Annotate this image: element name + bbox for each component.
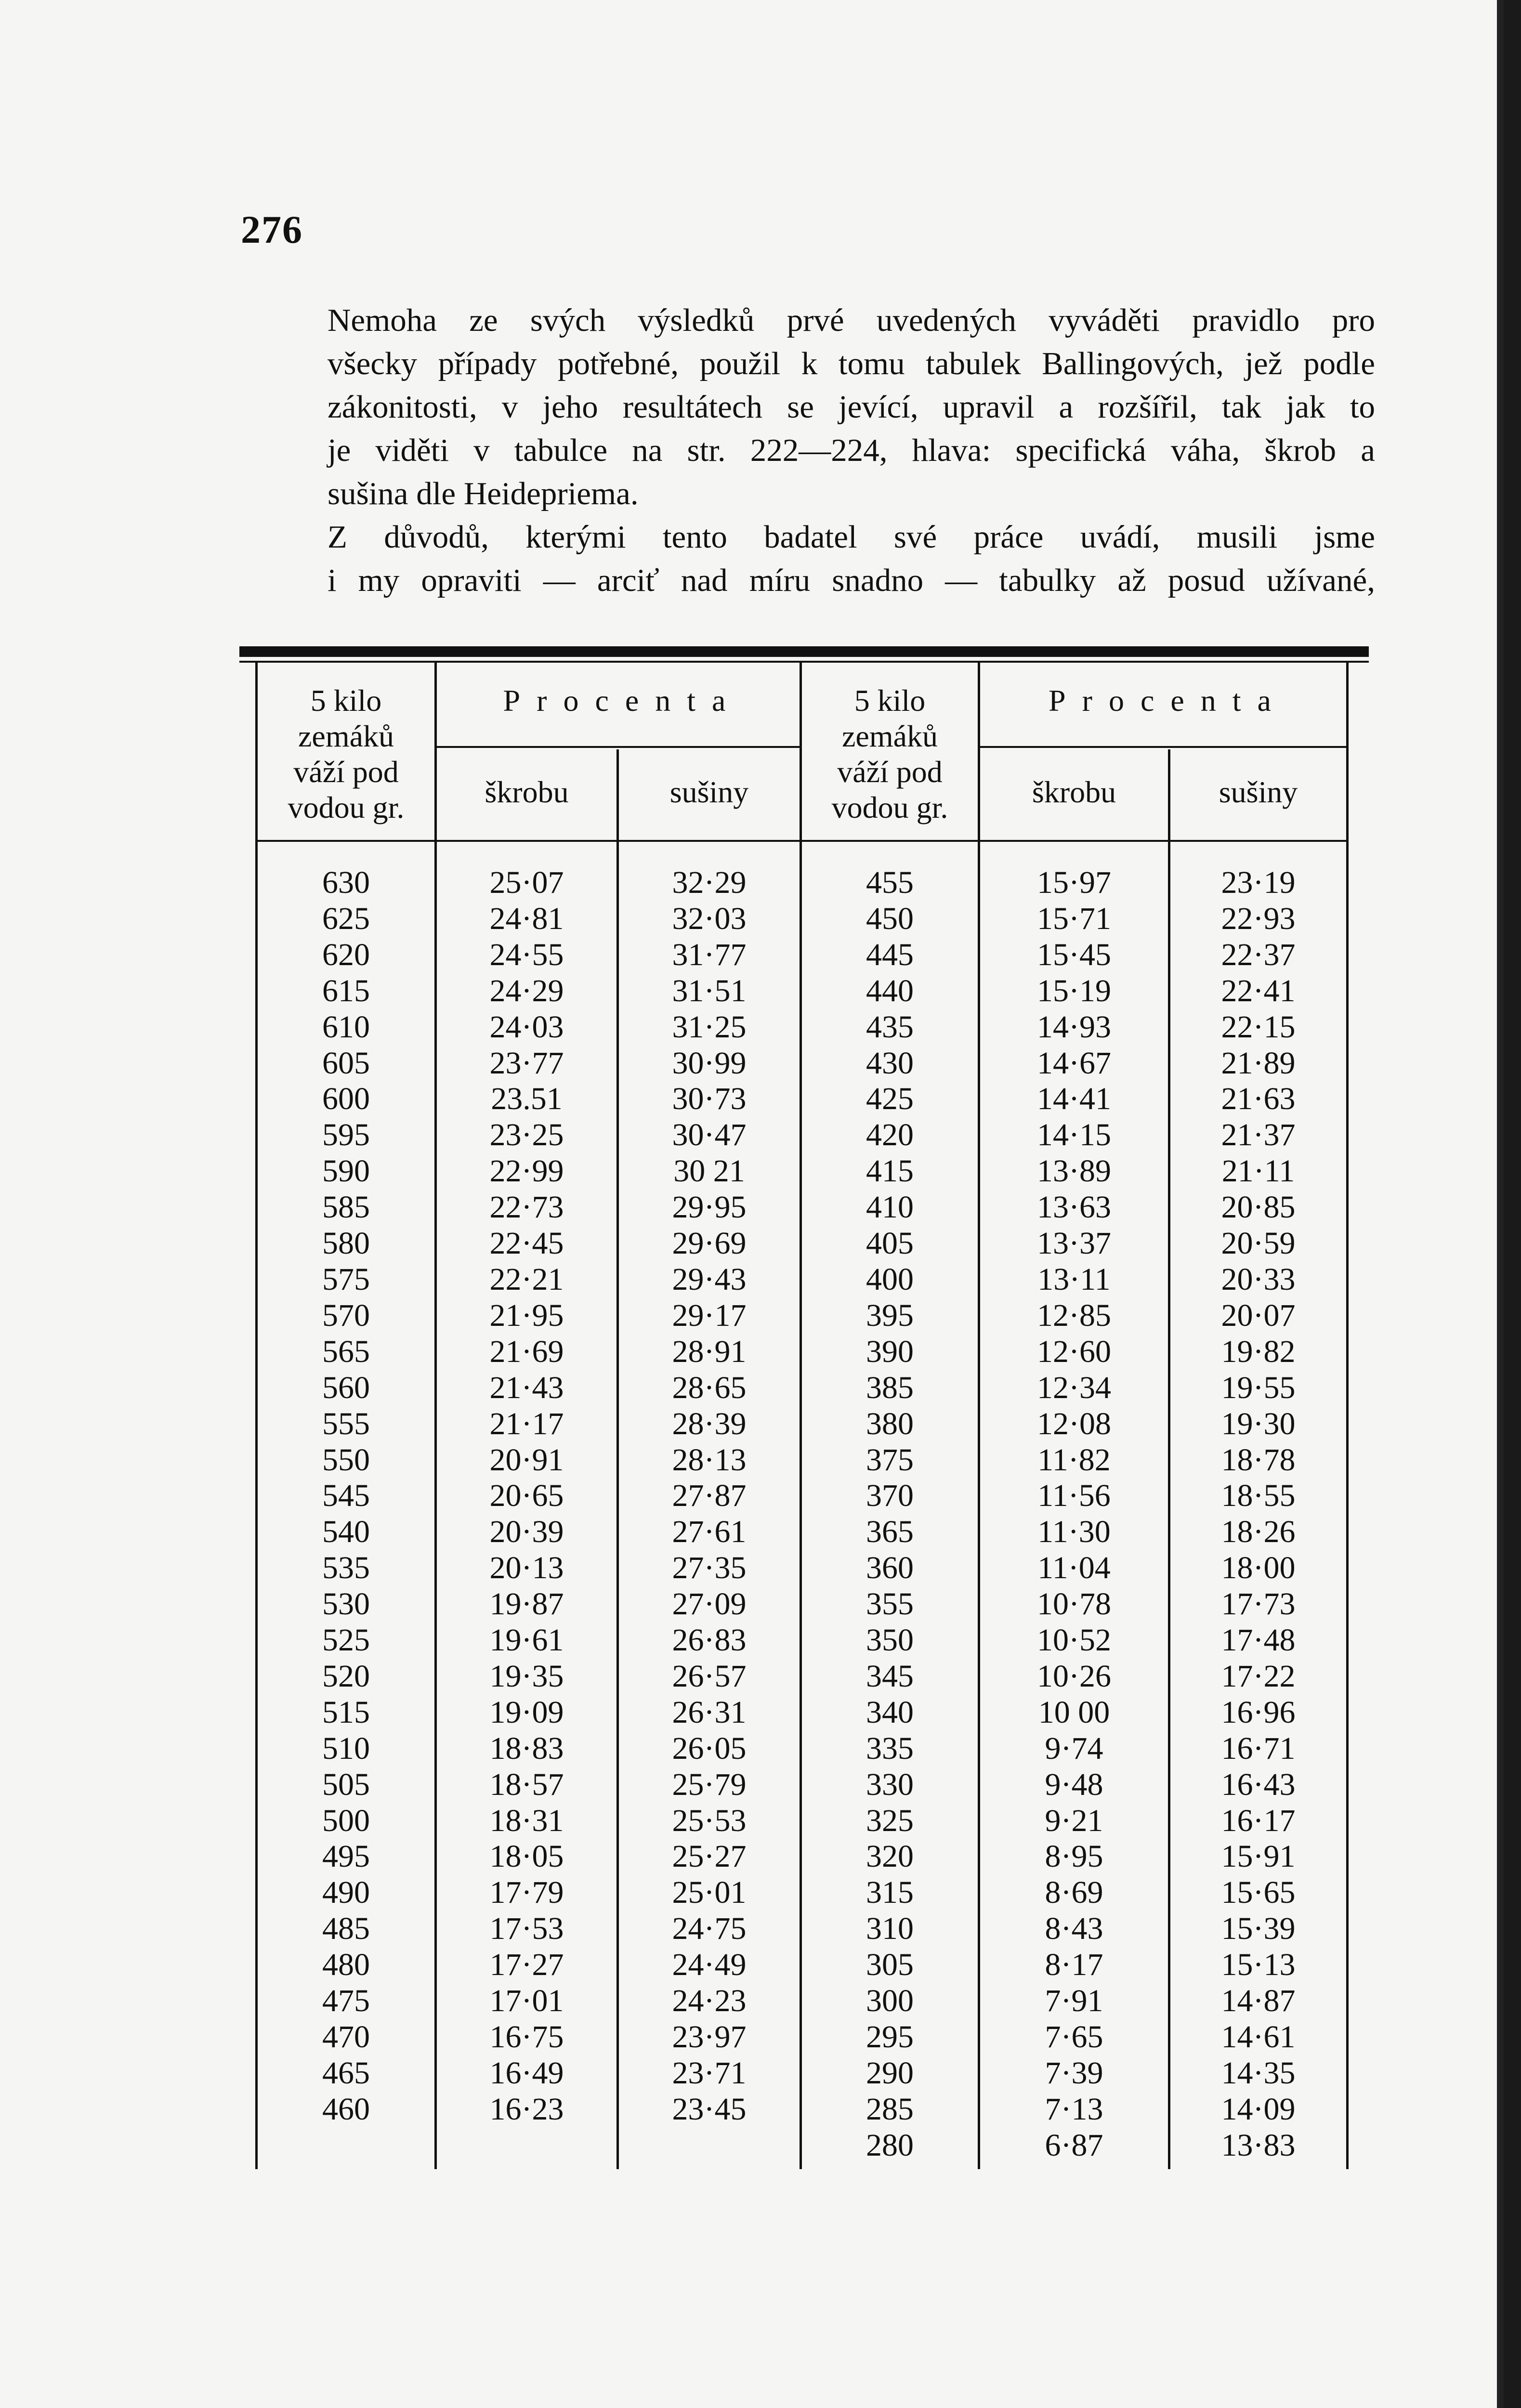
table-cell: 25·07 — [489, 865, 564, 900]
table-cell: 490 — [322, 1875, 370, 1911]
table-cell: 18·78 — [1221, 1442, 1296, 1478]
header-percent-left: Procenta — [503, 683, 742, 718]
header-percent-right: Procenta — [1049, 683, 1287, 718]
table-cell: 545 — [322, 1478, 370, 1514]
header-dry-left: sušiny — [669, 775, 749, 809]
table-cell: 290 — [866, 2055, 914, 2091]
table-cell: 605 — [322, 1045, 370, 1081]
table-cell: 13·63 — [1037, 1190, 1111, 1225]
table-cell: 24·49 — [672, 1947, 747, 1983]
table-cell: 630 — [322, 865, 370, 900]
paragraph-line: zákonitosti, v jeho resultátech se jevící, upravil a rozšířil, tak jak to — [328, 389, 1375, 425]
table-cell: 18·57 — [489, 1767, 564, 1802]
table-cell: 19·35 — [489, 1658, 564, 1694]
table-cell: 430 — [866, 1045, 914, 1081]
table-cell: 14·87 — [1221, 1983, 1296, 2019]
table-cell: 320 — [866, 1839, 914, 1874]
table-cell: 11·56 — [1037, 1478, 1111, 1514]
table-cell: 25·27 — [672, 1839, 747, 1874]
table-cell: 20·91 — [489, 1442, 564, 1478]
table-cell: 615 — [322, 973, 370, 1008]
table-cell: 14·15 — [1037, 1117, 1111, 1153]
table-cell: 560 — [322, 1370, 370, 1405]
table-cell: 525 — [322, 1623, 370, 1658]
table-cell: 620 — [322, 937, 370, 972]
table-cell: 24·55 — [489, 937, 564, 972]
table-cell: 405 — [866, 1226, 914, 1261]
table-cell: 540 — [322, 1514, 370, 1550]
table-cell: 29·95 — [672, 1190, 747, 1225]
table-cell: 13·83 — [1221, 2127, 1296, 2163]
paragraph-line: všecky případy potřebné, použil k tomu tabulek Ballingových, jež podle — [328, 346, 1375, 381]
header-starch-left: škrobu — [485, 775, 569, 809]
table-cell: 10 00 — [1038, 1694, 1110, 1730]
header-line: váží pod — [293, 755, 399, 789]
table-cell: 17·79 — [489, 1875, 564, 1911]
table-cell: 15·39 — [1221, 1911, 1296, 1947]
table-cell: 350 — [866, 1623, 914, 1658]
table-cell: 600 — [322, 1081, 370, 1117]
table-cell: 310 — [866, 1911, 914, 1947]
header-line: 5 kilo — [310, 683, 382, 718]
table-cell: 335 — [866, 1730, 914, 1766]
column-dry-left — [619, 865, 800, 2128]
table-cell: 27·35 — [672, 1550, 747, 1586]
table-cell: 460 — [322, 2091, 370, 2127]
table-cell: 28·91 — [672, 1334, 747, 1369]
table-cell: 365 — [866, 1514, 914, 1550]
column-weight-right — [802, 865, 978, 2164]
table-cell: 23·77 — [489, 1045, 564, 1081]
paragraph-line: Z důvodů, kterými tento badatel své práce uvádí, musili jsme — [328, 519, 1375, 555]
table-cell: 625 — [322, 901, 370, 936]
table-cell: 20·39 — [489, 1514, 564, 1550]
table-cell: 515 — [322, 1694, 370, 1730]
starch-table — [255, 663, 1349, 2169]
table-cell: 18·05 — [489, 1839, 564, 1874]
table-cell: 475 — [322, 1983, 370, 2019]
table-cell: 305 — [866, 1947, 914, 1983]
table-cell: 8·95 — [1045, 1839, 1103, 1874]
table-cell: 18·26 — [1221, 1514, 1296, 1550]
table-cell: 495 — [322, 1839, 370, 1874]
page-number: 276 — [241, 208, 303, 251]
table-cell: 26·83 — [672, 1623, 747, 1658]
table-cell: 17·27 — [489, 1947, 564, 1983]
table-cell: 15·65 — [1221, 1875, 1296, 1911]
table-cell: 24·23 — [672, 1983, 747, 2019]
table-cell: 20·33 — [1221, 1261, 1296, 1297]
column-starch-left — [437, 865, 616, 2128]
table-cell: 21·11 — [1221, 1153, 1295, 1189]
table-cell: 30·47 — [672, 1117, 747, 1153]
table-cell: 570 — [322, 1297, 370, 1333]
table-cell: 31·25 — [672, 1009, 747, 1045]
table-cell: 32·29 — [672, 865, 747, 900]
table-cell: 285 — [866, 2091, 914, 2127]
table-cell: 19·30 — [1221, 1406, 1296, 1441]
table-cell: 18·31 — [489, 1803, 564, 1838]
table-cell: 12·08 — [1037, 1406, 1111, 1441]
table-cell: 27·61 — [672, 1514, 747, 1550]
table-cell: 10·52 — [1037, 1623, 1111, 1658]
table-cell: 25·01 — [672, 1875, 747, 1911]
header-line: zemáků — [298, 719, 394, 753]
column-starch-right — [980, 865, 1168, 2164]
table-cell: 555 — [322, 1406, 370, 1441]
table-cell: 27·87 — [672, 1478, 747, 1514]
table-cell: 19·87 — [489, 1586, 564, 1622]
table-cell: 23·97 — [672, 2019, 747, 2055]
table-cell: 21·43 — [489, 1370, 564, 1405]
table-cell: 20·59 — [1221, 1226, 1296, 1261]
table-cell: 13·89 — [1037, 1153, 1111, 1189]
table-cell: 23·19 — [1221, 865, 1296, 900]
table-cell: 8·43 — [1045, 1911, 1103, 1947]
table-cell: 25·53 — [672, 1803, 747, 1838]
table-cell: 29·17 — [672, 1297, 747, 1333]
table-cell: 595 — [322, 1117, 370, 1153]
table-cell: 455 — [866, 865, 914, 900]
table-cell: 22·21 — [489, 1261, 564, 1297]
table-cell: 340 — [866, 1694, 914, 1730]
table-cell: 21·37 — [1221, 1117, 1296, 1153]
table-cell: 300 — [866, 1983, 914, 2019]
table-cell: 22·45 — [489, 1226, 564, 1261]
table-cell: 7·65 — [1045, 2019, 1103, 2055]
table-cell: 16·71 — [1221, 1730, 1296, 1766]
table-cell: 24·29 — [489, 973, 564, 1008]
table-cell: 15·45 — [1037, 937, 1111, 972]
header-starch-right: škrobu — [1032, 775, 1116, 809]
table-cell: 21·17 — [489, 1406, 564, 1441]
table-cell: 17·22 — [1221, 1658, 1296, 1694]
table-cell: 17·48 — [1221, 1623, 1296, 1658]
table-cell: 400 — [866, 1261, 914, 1297]
table-cell: 22·37 — [1221, 937, 1296, 972]
table-cell: 11·04 — [1037, 1550, 1111, 1586]
table-cell: 20·85 — [1221, 1190, 1296, 1225]
table-cell: 385 — [866, 1370, 914, 1405]
table-cell: 12·85 — [1037, 1297, 1111, 1333]
table-cell: 580 — [322, 1226, 370, 1261]
table-cell: 18·55 — [1221, 1478, 1296, 1514]
table-cell: 16·23 — [489, 2091, 564, 2127]
table-cell: 19·82 — [1221, 1334, 1296, 1369]
table-cell: 330 — [866, 1767, 914, 1802]
table-top-rule — [239, 646, 1369, 657]
table-cell: 480 — [322, 1947, 370, 1983]
table-cell: 26·31 — [672, 1694, 747, 1730]
header-bottom-rule — [255, 840, 1349, 842]
table-cell: 17·73 — [1221, 1586, 1296, 1622]
table-cell: 500 — [322, 1803, 370, 1838]
table-cell: 14·09 — [1221, 2091, 1296, 2127]
table-cell: 415 — [866, 1153, 914, 1189]
table-cell: 420 — [866, 1117, 914, 1153]
table-cell: 295 — [866, 2019, 914, 2055]
table-cell: 24·75 — [672, 1911, 747, 1947]
table-cell: 17·53 — [489, 1911, 564, 1947]
table-cell: 465 — [322, 2055, 370, 2091]
table-cell: 15·71 — [1037, 901, 1111, 936]
table-cell: 30 21 — [673, 1153, 745, 1189]
header-line: váží pod — [837, 755, 943, 789]
table-cell: 315 — [866, 1875, 914, 1911]
table-cell: 20·65 — [489, 1478, 564, 1514]
table-cell: 505 — [322, 1767, 370, 1802]
table-cell: 29·43 — [672, 1261, 747, 1297]
table-cell: 280 — [866, 2127, 914, 2163]
table-cell: 11·82 — [1037, 1442, 1111, 1478]
table-cell: 375 — [866, 1442, 914, 1478]
table-cell: 22·93 — [1221, 901, 1296, 936]
table-cell: 30·99 — [672, 1045, 747, 1081]
table-cell: 575 — [322, 1261, 370, 1297]
table-cell: 23·25 — [489, 1117, 564, 1153]
table-cell: 22·15 — [1221, 1009, 1296, 1045]
table-cell: 21·69 — [489, 1334, 564, 1369]
table-cell: 31·51 — [672, 973, 747, 1008]
table-cell: 13·37 — [1037, 1226, 1111, 1261]
table-cell: 470 — [322, 2019, 370, 2055]
table-cell: 15·91 — [1221, 1839, 1296, 1874]
table-cell: 485 — [322, 1911, 370, 1947]
table-cell: 32·03 — [672, 901, 747, 936]
header-line: zemáků — [842, 719, 938, 753]
header-line: vodou gr. — [288, 790, 405, 824]
table-cell: 550 — [322, 1442, 370, 1478]
paragraph-line: je viděti v tabulce na str. 222—224, hlava: specifická váha, škrob a — [328, 432, 1375, 468]
table-cell: 28·39 — [672, 1406, 747, 1441]
table-cell: 8·69 — [1045, 1875, 1103, 1911]
table-cell: 345 — [866, 1658, 914, 1694]
table-cell: 16·75 — [489, 2019, 564, 2055]
table-cell: 24·03 — [489, 1009, 564, 1045]
table-cell: 7·39 — [1045, 2055, 1103, 2091]
table-cell: 535 — [322, 1550, 370, 1586]
table-cell: 15·19 — [1037, 973, 1111, 1008]
table-cell: 425 — [866, 1081, 914, 1117]
table-cell: 23·71 — [672, 2055, 747, 2091]
table-cell: 585 — [322, 1190, 370, 1225]
table-cell: 450 — [866, 901, 914, 936]
table-cell: 390 — [866, 1334, 914, 1369]
table-cell: 17·01 — [489, 1983, 564, 2019]
table-cell: 20·07 — [1221, 1297, 1296, 1333]
table-cell: 16·96 — [1221, 1694, 1296, 1730]
table-cell: 440 — [866, 973, 914, 1008]
table-cell: 16·17 — [1221, 1803, 1296, 1838]
header-weight-right — [802, 683, 978, 825]
table-cell: 18·00 — [1221, 1550, 1296, 1586]
table-cell: 9·74 — [1045, 1730, 1103, 1766]
table-cell: 435 — [866, 1009, 914, 1045]
table-cell: 21·89 — [1221, 1045, 1296, 1081]
table-cell: 510 — [322, 1730, 370, 1766]
table-cell: 10·26 — [1037, 1658, 1111, 1694]
table-cell: 325 — [866, 1803, 914, 1838]
table-cell: 16·49 — [489, 2055, 564, 2091]
table-cell: 14·61 — [1221, 2019, 1296, 2055]
table-cell: 23.51 — [491, 1081, 563, 1117]
table-cell: 380 — [866, 1406, 914, 1441]
table-cell: 9·48 — [1045, 1767, 1103, 1802]
table-cell: 14·41 — [1037, 1081, 1111, 1117]
table-cell: 25·79 — [672, 1767, 747, 1802]
table-cell: 24·81 — [489, 901, 564, 936]
table-cell: 355 — [866, 1586, 914, 1622]
table-cell: 14·35 — [1221, 2055, 1296, 2091]
paragraph-line: sušina dle Heidepriema. — [328, 476, 639, 511]
header-line: vodou gr. — [831, 790, 948, 824]
table-cell: 410 — [866, 1190, 914, 1225]
table-cell: 610 — [322, 1009, 370, 1045]
table-cell: 21·95 — [489, 1297, 564, 1333]
table-cell: 19·09 — [489, 1694, 564, 1730]
table-cell: 10·78 — [1037, 1586, 1111, 1622]
table-cell: 15·13 — [1221, 1947, 1296, 1983]
header-dry-right: sušiny — [1219, 775, 1298, 809]
column-dry-right — [1170, 865, 1346, 2164]
table-cell: 7·91 — [1045, 1983, 1103, 2019]
table-cell: 7·13 — [1045, 2091, 1103, 2127]
table-cell: 14·93 — [1037, 1009, 1111, 1045]
table-cell: 14·67 — [1037, 1045, 1111, 1081]
table-cell: 6·87 — [1045, 2127, 1103, 2163]
table-cell: 370 — [866, 1478, 914, 1514]
table-cell: 445 — [866, 937, 914, 972]
table-cell: 28·65 — [672, 1370, 747, 1405]
paragraph-line: Nemoha ze svých výsledků prvé uvedených vyváděti pravidlo pro — [328, 302, 1375, 338]
table-cell: 12·60 — [1037, 1334, 1111, 1369]
table-cell: 520 — [322, 1658, 370, 1694]
table-cell: 16·43 — [1221, 1767, 1296, 1802]
table-cell: 530 — [322, 1586, 370, 1622]
table-cell: 20·13 — [489, 1550, 564, 1586]
table-cell: 11·30 — [1037, 1514, 1111, 1550]
table-cell: 395 — [866, 1297, 914, 1333]
header-weight-left — [258, 683, 434, 825]
table-cell: 19·55 — [1221, 1370, 1296, 1405]
table-cell: 22·41 — [1221, 973, 1296, 1008]
table-cell: 19·61 — [489, 1623, 564, 1658]
table-cell: 26·05 — [672, 1730, 747, 1766]
paragraph-1 — [241, 299, 1375, 515]
table-cell: 26·57 — [672, 1658, 747, 1694]
table-cell: 21·63 — [1221, 1081, 1296, 1117]
table-cell: 30·73 — [672, 1081, 747, 1117]
column-weight-left — [258, 865, 434, 2128]
table-cell: 27·09 — [672, 1586, 747, 1622]
table-cell: 9·21 — [1045, 1803, 1103, 1838]
header-subrule-left — [434, 746, 800, 748]
paragraph-2 — [241, 515, 1375, 602]
table-cell: 565 — [322, 1334, 370, 1369]
table-cell: 13·11 — [1037, 1261, 1111, 1297]
table-cell: 22·73 — [489, 1190, 564, 1225]
table-cell: 590 — [322, 1153, 370, 1189]
table-cell: 23·45 — [672, 2091, 747, 2127]
table-cell: 18·83 — [489, 1730, 564, 1766]
paragraph-line: i my opraviti — arciť nad míru snadno — tabulky až posud užívané, — [328, 563, 1375, 598]
table-cell: 29·69 — [672, 1226, 747, 1261]
header-subrule-right — [978, 746, 1346, 748]
table-border-right — [1346, 663, 1349, 2169]
table-cell: 360 — [866, 1550, 914, 1586]
table-cell: 31·77 — [672, 937, 747, 972]
table-cell: 22·99 — [489, 1153, 564, 1189]
table-cell: 8·17 — [1045, 1947, 1103, 1983]
header-line: 5 kilo — [854, 683, 926, 718]
table-cell: 28·13 — [672, 1442, 747, 1478]
table-cell: 12·34 — [1037, 1370, 1111, 1405]
table-cell: 15·97 — [1037, 865, 1111, 900]
